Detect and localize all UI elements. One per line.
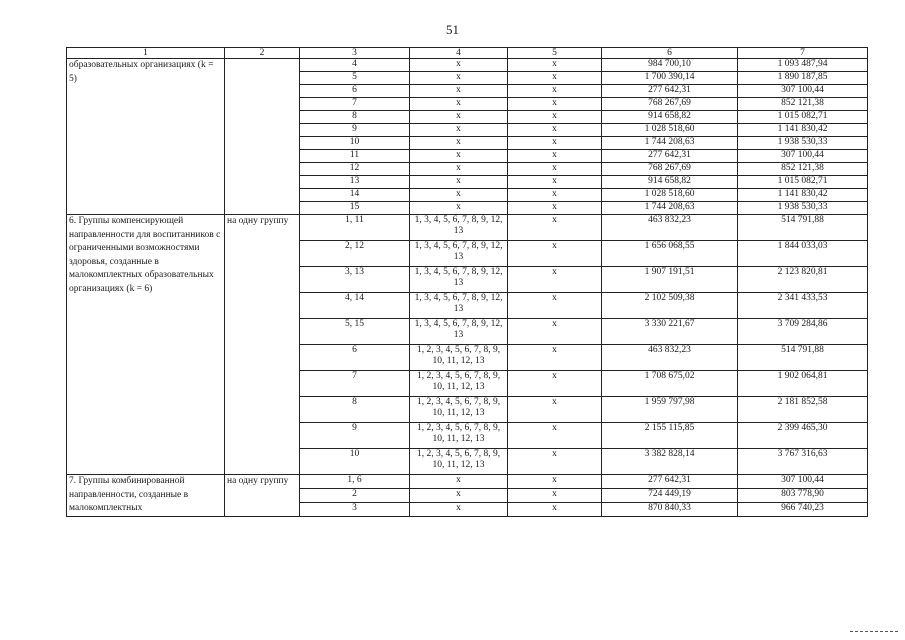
col3-value: 2, 12 [300,241,410,267]
col3-value: 11 [300,150,410,163]
col5-value: x [508,397,602,423]
col5-value: x [508,371,602,397]
col3-value: 5 [300,72,410,85]
col5-value: x [508,85,602,98]
col7-value: 966 740,23 [738,502,868,516]
col3-value: 3, 13 [300,267,410,293]
col6-value: 1 656 068,55 [602,241,738,267]
col6-value: 1 744 208,63 [602,202,738,215]
col5-value: x [508,319,602,345]
header-cell: 7 [738,48,868,59]
col4-value: 1, 3, 4, 5, 6, 7, 8, 9, 12, 13 [410,293,508,319]
col7-value: 307 100,44 [738,150,868,163]
col7-value: 514 791,88 [738,345,868,371]
col7-value: 1 141 830,42 [738,124,868,137]
col5-value: x [508,423,602,449]
page-number: 51 [446,22,459,37]
col6-value: 724 449,19 [602,488,738,502]
col5-value: x [508,293,602,319]
col6-value: 914 658,82 [602,111,738,124]
col4-value: x [410,85,508,98]
col3-value: 13 [300,176,410,189]
col6-value: 463 832,23 [602,215,738,241]
col3-value: 4 [300,59,410,72]
col7-value: 3 709 284,86 [738,319,868,345]
col4-value: x [410,163,508,176]
col7-value: 307 100,44 [738,85,868,98]
col4-value: x [410,202,508,215]
col6-value: 984 700,10 [602,59,738,72]
col5-value: x [508,98,602,111]
header-cell: 1 [67,48,225,59]
col3-value: 10 [300,449,410,475]
col6-value: 1 700 390,14 [602,72,738,85]
tariff-table [66,47,868,517]
col7-value: 2 399 465,30 [738,423,868,449]
table-row [67,59,868,72]
col5-value: x [508,150,602,163]
col6-value: 870 840,33 [602,502,738,516]
header-cell: 2 [225,48,300,59]
col6-value: 1 907 191,51 [602,267,738,293]
col6-value: 2 155 115,85 [602,423,738,449]
col6-value: 1 744 208,63 [602,137,738,150]
col4-value: 1, 3, 4, 5, 6, 7, 8, 9, 12, 13 [410,241,508,267]
col5-value: x [508,59,602,72]
col6-value: 914 658,82 [602,176,738,189]
col5-value: x [508,241,602,267]
col4-value: 1, 3, 4, 5, 6, 7, 8, 9, 12, 13 [410,267,508,293]
col4-value: 1, 2, 3, 4, 5, 6, 7, 8, 9, 10, 11, 12, 13 [410,371,508,397]
col4-value: 1, 2, 3, 4, 5, 6, 7, 8, 9, 10, 11, 12, 13 [410,449,508,475]
col7-value: 1 015 082,71 [738,176,868,189]
col4-value: x [410,488,508,502]
col3-value: 6 [300,345,410,371]
col4-value: x [410,137,508,150]
col6-value: 2 102 509,38 [602,293,738,319]
col5-value: x [508,345,602,371]
header-cell: 6 [602,48,738,59]
col3-value: 8 [300,111,410,124]
col3-value: 9 [300,124,410,137]
col5-value: x [508,137,602,150]
bottom-rule [850,631,898,633]
category-label: образовательных организациях (k = 5) [67,59,225,215]
category-label: 6. Группы компенсирующей направленности для воспитанников с ограниченными возможностями здоровья, созданные в малокомплектных образовательных организациях (k = 6) [67,215,225,475]
col4-value: 1, 3, 4, 5, 6, 7, 8, 9, 12, 13 [410,215,508,241]
col4-value: x [410,124,508,137]
col5-value: x [508,502,602,516]
col4-value: x [410,150,508,163]
col5-value: x [508,163,602,176]
col7-value: 803 778,90 [738,488,868,502]
col5-value: x [508,267,602,293]
col3-value: 3 [300,502,410,516]
col5-value: x [508,72,602,85]
col4-value: x [410,176,508,189]
col3-value: 5, 15 [300,319,410,345]
col7-value: 1 093 487,94 [738,59,868,72]
col7-value: 307 100,44 [738,475,868,489]
col7-value: 1 844 033,03 [738,241,868,267]
col3-value: 14 [300,189,410,202]
col7-value: 514 791,88 [738,215,868,241]
col3-value: 10 [300,137,410,150]
col4-value: x [410,72,508,85]
col3-value: 4, 14 [300,293,410,319]
unit-label: на одну группу [225,475,300,517]
col6-value: 277 642,31 [602,475,738,489]
col4-value: 1, 3, 4, 5, 6, 7, 8, 9, 12, 13 [410,319,508,345]
col7-value: 1 938 530,33 [738,137,868,150]
col6-value: 463 832,23 [602,345,738,371]
col3-value: 15 [300,202,410,215]
col5-value: x [508,124,602,137]
header-cell: 4 [410,48,508,59]
col3-value: 12 [300,163,410,176]
col7-value: 1 938 530,33 [738,202,868,215]
col5-value: x [508,488,602,502]
col4-value: x [410,98,508,111]
col7-value: 1 015 082,71 [738,111,868,124]
col5-value: x [508,189,602,202]
col6-value: 768 267,69 [602,163,738,176]
table-row [67,475,868,489]
col6-value: 3 330 221,67 [602,319,738,345]
col7-value: 1 890 187,85 [738,72,868,85]
col5-value: x [508,475,602,489]
table-row [67,215,868,241]
col3-value: 1, 6 [300,475,410,489]
col7-value: 852 121,38 [738,163,868,176]
col4-value: x [410,189,508,202]
col6-value: 768 267,69 [602,98,738,111]
col4-value: 1, 2, 3, 4, 5, 6, 7, 8, 9, 10, 11, 12, 13 [410,423,508,449]
col5-value: x [508,449,602,475]
col7-value: 2 181 852,58 [738,397,868,423]
col4-value: x [410,59,508,72]
header-row [67,48,868,59]
col3-value: 2 [300,488,410,502]
col5-value: x [508,111,602,124]
col7-value: 2 123 820,81 [738,267,868,293]
col3-value: 9 [300,423,410,449]
col3-value: 7 [300,98,410,111]
col6-value: 277 642,31 [602,150,738,163]
col6-value: 277 642,31 [602,85,738,98]
col6-value: 1 028 518,60 [602,124,738,137]
header-cell: 5 [508,48,602,59]
col3-value: 8 [300,397,410,423]
unit-label [225,59,300,215]
col6-value: 1 959 797,98 [602,397,738,423]
col7-value: 2 341 433,53 [738,293,868,319]
unit-label: на одну группу [225,215,300,475]
col6-value: 1 028 518,60 [602,189,738,202]
col3-value: 1, 11 [300,215,410,241]
col3-value: 6 [300,85,410,98]
col6-value: 1 708 675,02 [602,371,738,397]
col5-value: x [508,215,602,241]
category-label: 7. Группы комбинированной направленности, созданные в малокомплектных [67,475,225,517]
col4-value: x [410,502,508,516]
col5-value: x [508,176,602,189]
col4-value: x [410,111,508,124]
col7-value: 3 767 316,63 [738,449,868,475]
col4-value: 1, 2, 3, 4, 5, 6, 7, 8, 9, 10, 11, 12, 13 [410,397,508,423]
col5-value: x [508,202,602,215]
col7-value: 852 121,38 [738,98,868,111]
col3-value: 7 [300,371,410,397]
col7-value: 1 902 064,81 [738,371,868,397]
col4-value: x [410,475,508,489]
col4-value: 1, 2, 3, 4, 5, 6, 7, 8, 9, 10, 11, 12, 13 [410,345,508,371]
col6-value: 3 382 828,14 [602,449,738,475]
header-cell: 3 [300,48,410,59]
col7-value: 1 141 830,42 [738,189,868,202]
